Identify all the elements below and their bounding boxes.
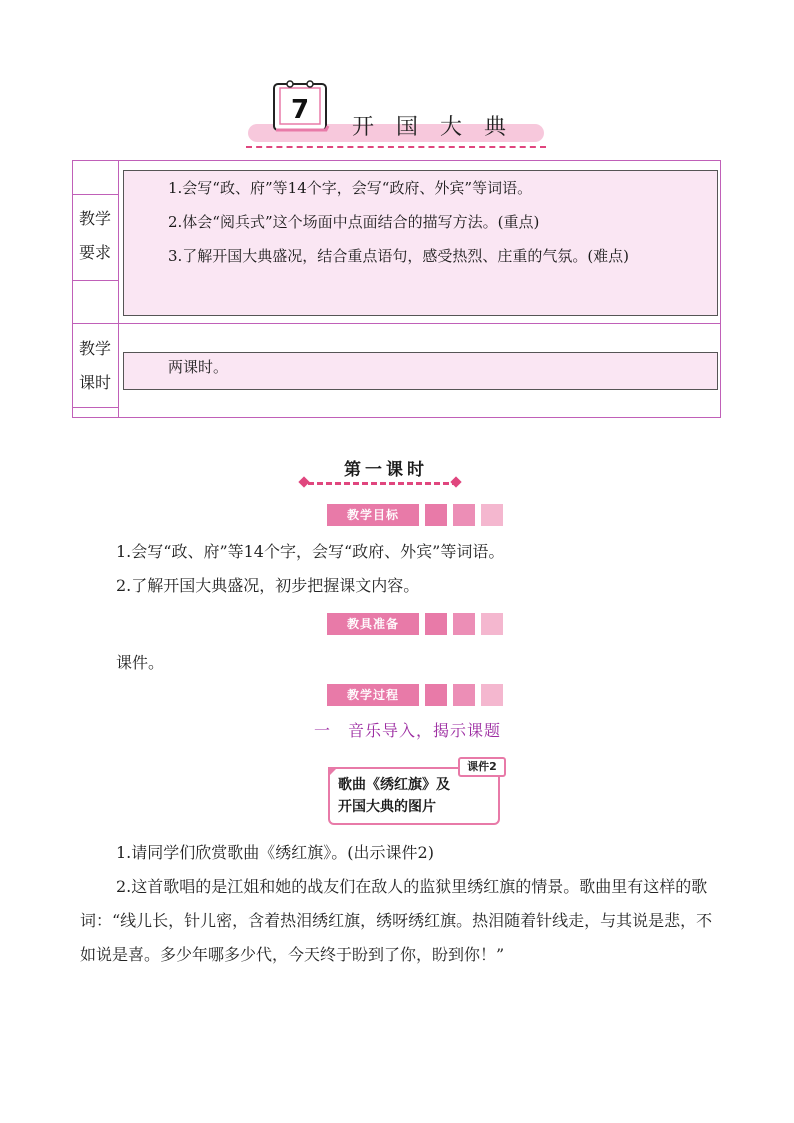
calendar-icon (270, 78, 332, 134)
card-corner (328, 767, 338, 777)
row-label-hours: 教学 课时 (78, 339, 111, 392)
section-divider (308, 482, 458, 485)
paragraph: 1.请同学们欣赏歌曲《绣红旗》。(出示课件2) (116, 843, 434, 862)
row-label-requirements: 教学 要求 (78, 209, 111, 262)
requirements-box (123, 170, 718, 316)
paragraph: 2.这首歌唱的是江姐和她的战友们在敌人的监狱里绣红旗的情景。歌曲里有这样的歌词：“线儿长，针儿密，含着热泪绣红旗，绣呀绣红旗。热泪随着针线走，与其说是悲，不如说是喜。多少年哪多少代，今天终于盼到了你，盼到你！” (80, 877, 713, 964)
courseware-text: 歌曲《绣红旗》及 开国大典的图片 (338, 777, 450, 815)
title-divider (246, 146, 546, 148)
lesson-title: 开国大典 (352, 115, 529, 140)
goal-item: 2.了解开国大典盛况，初步把握课文内容。 (116, 576, 420, 595)
hours-box (123, 352, 718, 390)
courseware-tag: 课件2 (458, 757, 506, 777)
requirement-item: 2.体会“阅兵式”这个场面中点面结合的描写方法。(重点) (168, 213, 540, 231)
requirement-item: 3.了解开国大典盛况，结合重点语句，感受热烈、庄重的气氛。(难点) (168, 247, 630, 265)
lesson-number: 7 (290, 95, 310, 125)
hours-text: 两课时。 (168, 358, 229, 376)
section-title: 第一课时 (344, 460, 428, 480)
tools-text: 课件。 (116, 653, 165, 672)
table-divider (118, 160, 119, 418)
goal-item: 1.会写“政、府”等14个字，会写“政府、外宾”等词语。 (116, 542, 505, 561)
divider-dot (450, 476, 461, 487)
requirement-item: 1.会写“政、府”等14个字，会写“政府、外宾”等词语。 (168, 179, 533, 197)
step-title: 一 音乐导入，揭示课题 (314, 721, 502, 740)
